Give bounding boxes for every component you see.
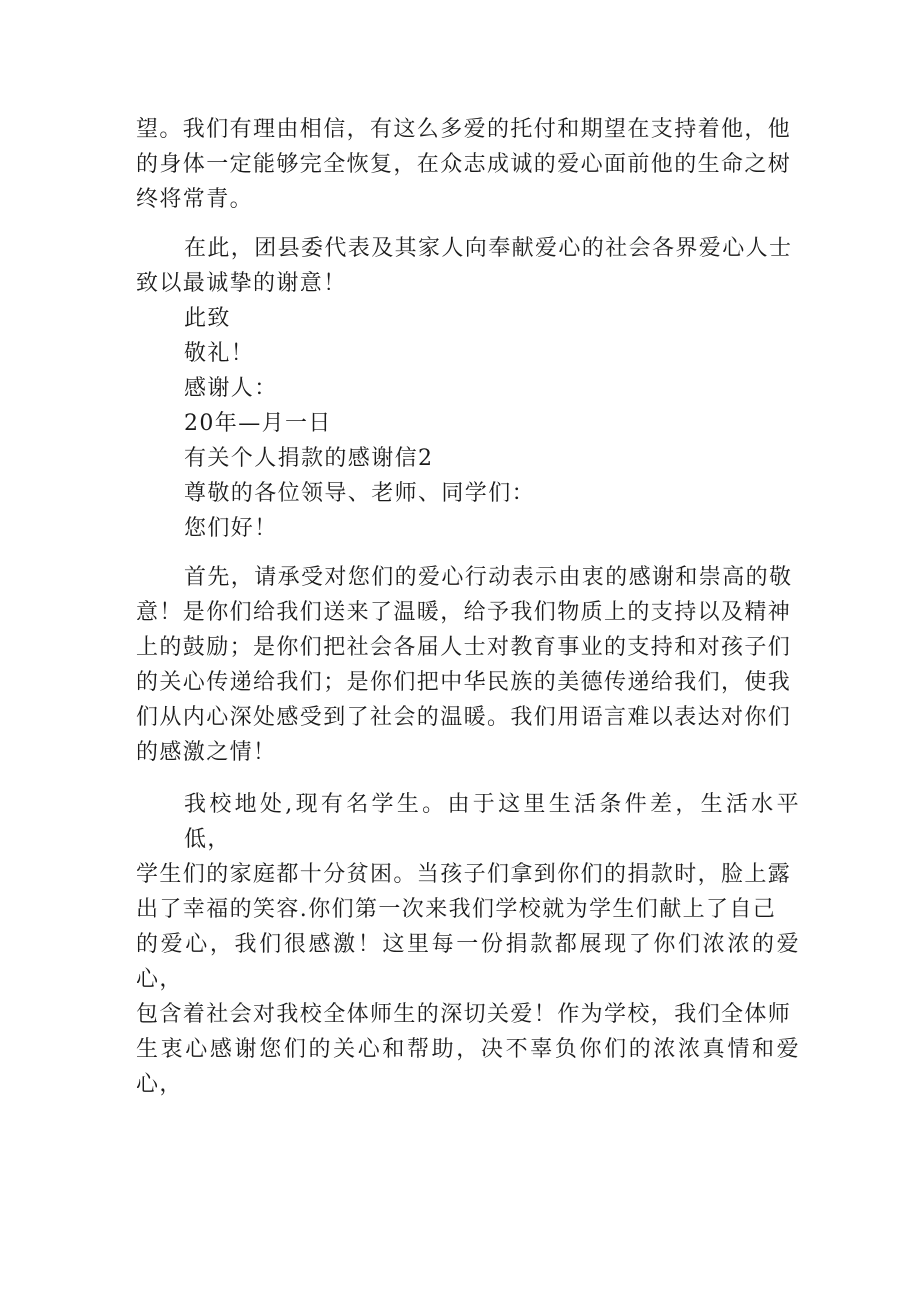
salutation: 尊敬的各位领导、老师、同学们： [184,481,536,506]
text-line: 学生们的家庭都十分贫困。当孩子们拿到你们的捐款时，脸上露 [136,862,792,887]
text-line: 我校地处,现有名学生。由于这里生活条件差，生活水平低， [184,792,800,852]
paragraph-continuation [136,112,800,217]
text-line: 的身体一定能够完全恢复，在众志成诚的爱心面前他的生命之树 [136,152,792,177]
text-line: 在此，团县委代表及其家人向奉献爱心的社会各界爱心人士 [184,236,793,261]
paragraph-school [136,787,800,1102]
text-line: 的爱心，我们很感激！这里每一份捐款都展现了你们浓浓的爱心， [136,932,800,992]
date-line: 20年—月一日 [184,411,332,436]
text-line: 首先，请承受对您们的爱心行动表示由衷的感谢和崇高的敬 [184,565,793,590]
paragraph-thanks [136,231,800,301]
letter-page [136,112,800,1102]
text-line: 包含着社会对我校全体师生的深切关爱！作为学校，我们全体师 [136,1002,792,1027]
text-line: 出了幸福的笑容.你们第一次来我们学校就为学生们献上了自己 [136,897,777,922]
text-line: 望。我们有理由相信，有这么多爱的托付和期望在支持着他，他 [136,117,792,142]
text-line: 意！是你们给我们送来了温暖，给予我们物质上的支持以及精神 [136,600,792,625]
text-line: 的感激之情！ [136,740,277,765]
text-line: 们从内心深处感受到了社会的温暖。我们用语言难以表达对你们 [136,705,792,730]
letter-title: 有关个人捐款的感谢信2 [184,446,434,471]
closing-cizhi: 此致 [184,306,231,331]
text-line: 的关心传递给我们；是你们把中华民族的美德传递给我们，使我 [136,670,792,695]
text-line: 致以最诚挚的谢意！ [136,271,347,296]
paragraph-gratitude [136,560,800,770]
text-line: 终将常青。 [136,187,254,212]
closing-jingli: 敬礼！ [184,341,255,366]
text-line: 上的鼓励；是你们把社会各届人士对教育事业的支持和对孩子们 [136,635,792,660]
greeting: 您们好！ [184,516,278,541]
signer-label: 感谢人： [184,376,278,401]
text-line: 生衷心感谢您们的关心和帮助，决不辜负你们的浓浓真情和爱心， [136,1037,800,1097]
